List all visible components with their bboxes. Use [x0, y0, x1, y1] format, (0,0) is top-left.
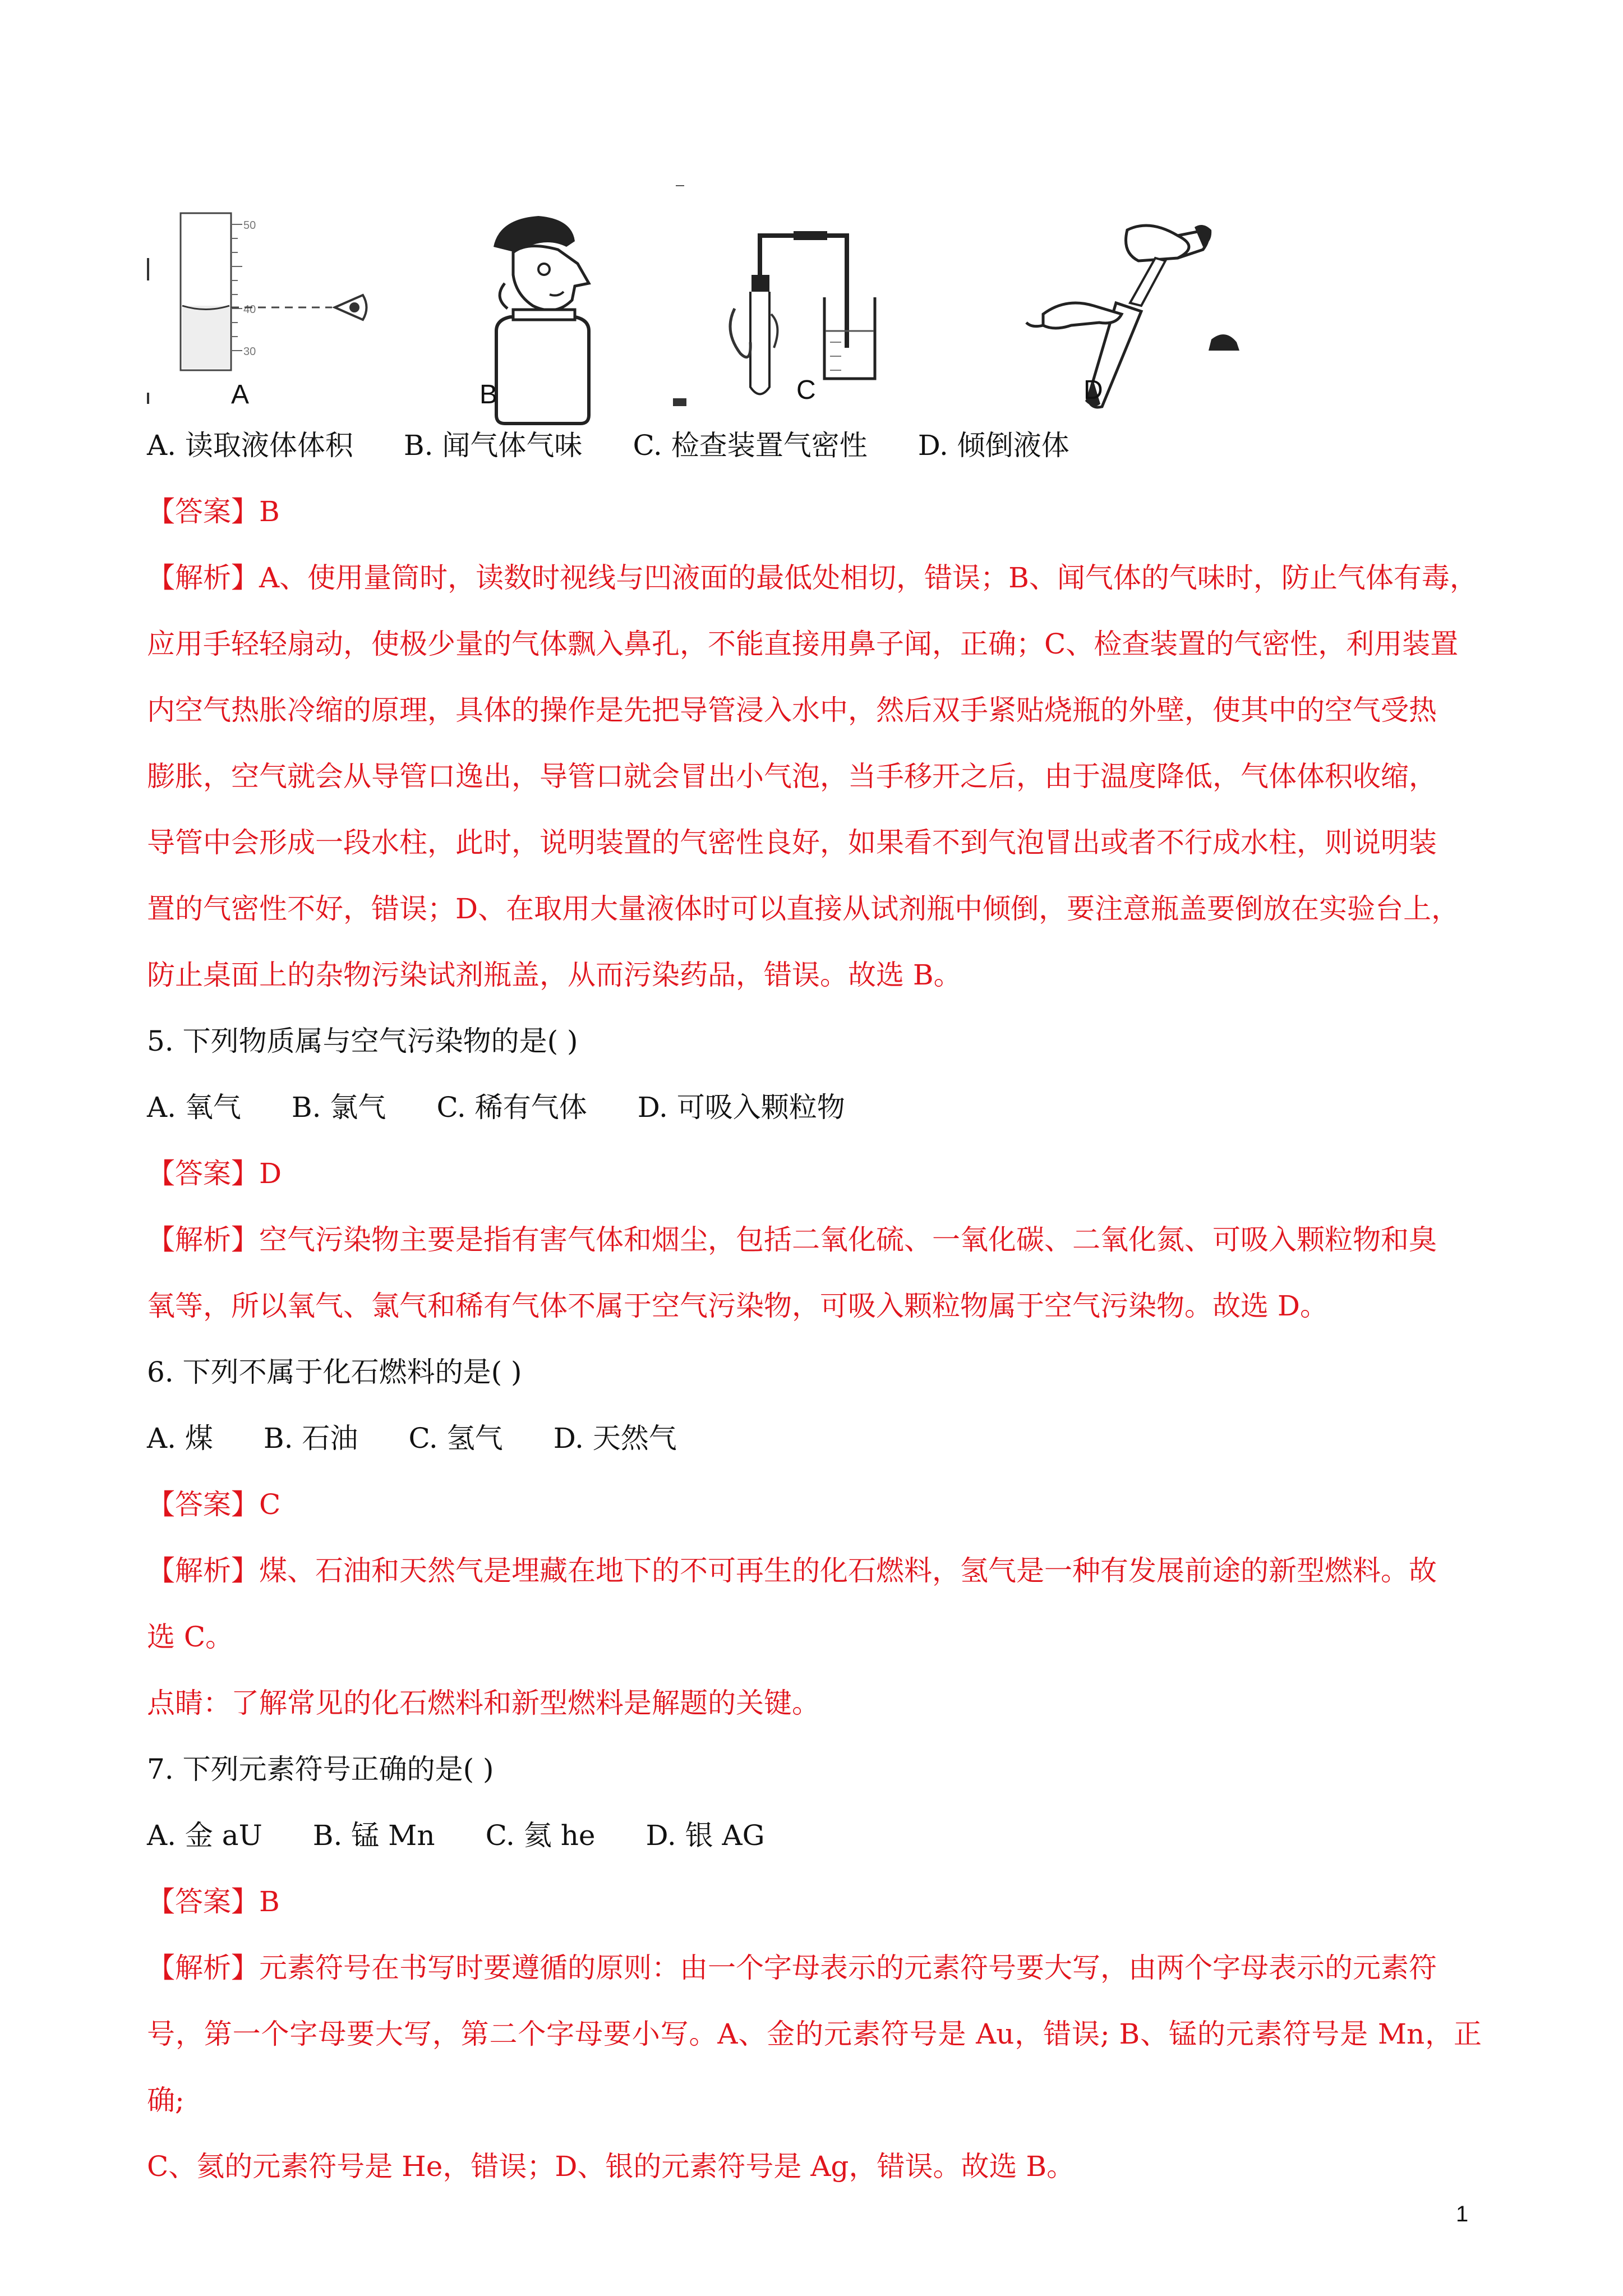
figure-d-label: D [1083, 375, 1103, 405]
q4-analysis [147, 545, 1482, 1008]
q6-option-b: B. 石油 [263, 1422, 358, 1455]
q7-option-a: A. 金 aU [147, 1819, 262, 1852]
tick-label-40: 40 [243, 303, 256, 316]
q4-option-b: B. 闻气体气味 [403, 429, 583, 462]
airtightness-check-icon [662, 185, 925, 432]
graduated-cylinder-icon [147, 185, 416, 432]
analysis-line: 空气污染物主要是指有害气体和烟尘，包括二氧化硫、一氧化碳、二氧化氮、可吸入颗粒物和臭 [259, 1223, 1437, 1256]
q7-option-d: D. 银 AG [645, 1819, 765, 1852]
analysis-line: 煤、石油和天然气是埋藏在地下的不可再生的化石燃料，氢气是一种有发展前途的新型燃料。故 [259, 1554, 1437, 1587]
answer-value: C [259, 1488, 281, 1521]
answer-value: B [259, 495, 280, 528]
q5-stem: 5. 下列物质属与空气污染物的是( ) [147, 1025, 578, 1057]
pouring-liquid-icon [1009, 185, 1267, 432]
answer-value: D [259, 1157, 282, 1190]
figure-b-label: B [479, 380, 498, 409]
analysis-line: 内空气热胀冷缩的原理，具体的操作是先把导管浸入水中，然后双手紧贴烧瓶的外壁，使其中的空气受热 [147, 694, 1437, 726]
tick-label-30: 30 [243, 346, 256, 358]
figure-c [662, 185, 925, 432]
q6-answer [147, 1471, 1476, 1538]
analysis-line: 元素符号在书写时要遵循的原则：由一个字母表示的元素符号要大写，由两个字母表示的元素符 [259, 1952, 1437, 1984]
analysis-line: C、氦的元素符号是 He，错误；D、银的元素符号是 Ag，错误。故选 B。 [147, 2150, 1075, 2183]
analysis-tag: 【解析】 [147, 562, 259, 594]
q7-option-c: C. 氦 he [485, 1819, 596, 1852]
q7-analysis [147, 1935, 1482, 2200]
q7-stem: 7. 下列元素符号正确的是( ) [147, 1753, 494, 1786]
analysis-line: 应用手轻轻扇动，使极少量的气体飘入鼻孔，不能直接用鼻子闻，正确；C、检查装置的气密性，利用装置 [147, 628, 1459, 660]
tick-label-50: 50 [243, 219, 256, 232]
q5-option-b: B. 氯气 [291, 1091, 386, 1124]
q5-analysis [147, 1207, 1482, 1339]
q6-stem: 6. 下列不属于化石燃料的是( ) [147, 1356, 522, 1388]
figure-c-label: C [796, 375, 816, 405]
q6-tip: 点睛：了解常见的化石燃料和新型燃料是解题的关键。 [147, 1687, 820, 1719]
q5-option-a: A. 氧气 [147, 1091, 241, 1124]
q5-option-d: D. 可吸入颗粒物 [637, 1091, 845, 1124]
q6-analysis [147, 1538, 1482, 1670]
q4-option-d: D. 倾倒液体 [917, 429, 1069, 462]
q4-option-c: C. 检查装置气密性 [633, 429, 868, 462]
analysis-tag: 【解析】 [147, 1554, 259, 1587]
answer-tag: 【答案】 [147, 1488, 259, 1521]
q6-option-d: D. 天然气 [553, 1422, 677, 1455]
q7-options [147, 1802, 1476, 1869]
analysis-tag: 【解析】 [147, 1223, 259, 1256]
analysis-line: 防止桌面上的杂物污染试剂瓶盖，从而污染药品，错误。故选 B。 [147, 959, 962, 991]
q4-options [147, 412, 1476, 478]
analysis-line: A、使用量筒时，读数时视线与凹液面的最低处相切，错误；B、闻气体的气味时，防止气体有毒， [259, 562, 1478, 594]
analysis-line: 膨胀，空气就会从导管口逸出，导管口就会冒出小气泡，当手移开之后，由于温度降低，气体体积收缩， [147, 760, 1437, 793]
page-number: 1 [1456, 2202, 1469, 2226]
answer-value: B [259, 1885, 280, 1918]
analysis-tag: 【解析】 [147, 1952, 259, 1984]
answer-tag: 【答案】 [147, 495, 259, 528]
q7-answer [147, 1869, 1476, 1935]
analysis-line: 导管中会形成一段水柱，此时，说明装置的气密性良好，如果看不到气泡冒出或者不行成水柱，则说明装 [147, 826, 1437, 859]
analysis-line: 号，第一个字母要大写，第二个字母要小写。A、金的元素符号是 Au，错误; B、锰的元素符号是 Mn，正确; [147, 2018, 1482, 2116]
analysis-line: 选 C。 [147, 1621, 234, 1653]
analysis-line: 置的气密性不好，错误；D、在取用大量液体时可以直接从试剂瓶中倾倒，要注意瓶盖要倒放在实验台上， [147, 892, 1460, 925]
q5-answer [147, 1140, 1476, 1207]
q6-option-a: A. 煤 [147, 1422, 213, 1455]
analysis-line: 氧等，所以氧气、氯气和稀有气体不属于空气污染物，可吸入颗粒物属于空气污染物。故选 D。 [147, 1290, 1328, 1322]
figure-a [147, 185, 416, 432]
q6-option-c: C. 氢气 [408, 1422, 503, 1455]
q4-option-a: A. 读取液体体积 [147, 429, 353, 462]
q5-option-c: C. 稀有气体 [436, 1091, 587, 1124]
q5-options [147, 1074, 1476, 1140]
figure-d [1009, 185, 1267, 432]
eye-icon [335, 295, 367, 320]
q7-option-b: B. 锰 Mn [312, 1819, 435, 1852]
answer-tag: 【答案】 [147, 1885, 259, 1918]
figure-a-label: A [231, 380, 250, 409]
q6-options [147, 1405, 1476, 1471]
q4-answer [147, 478, 1476, 545]
answer-tag: 【答案】 [147, 1157, 259, 1190]
